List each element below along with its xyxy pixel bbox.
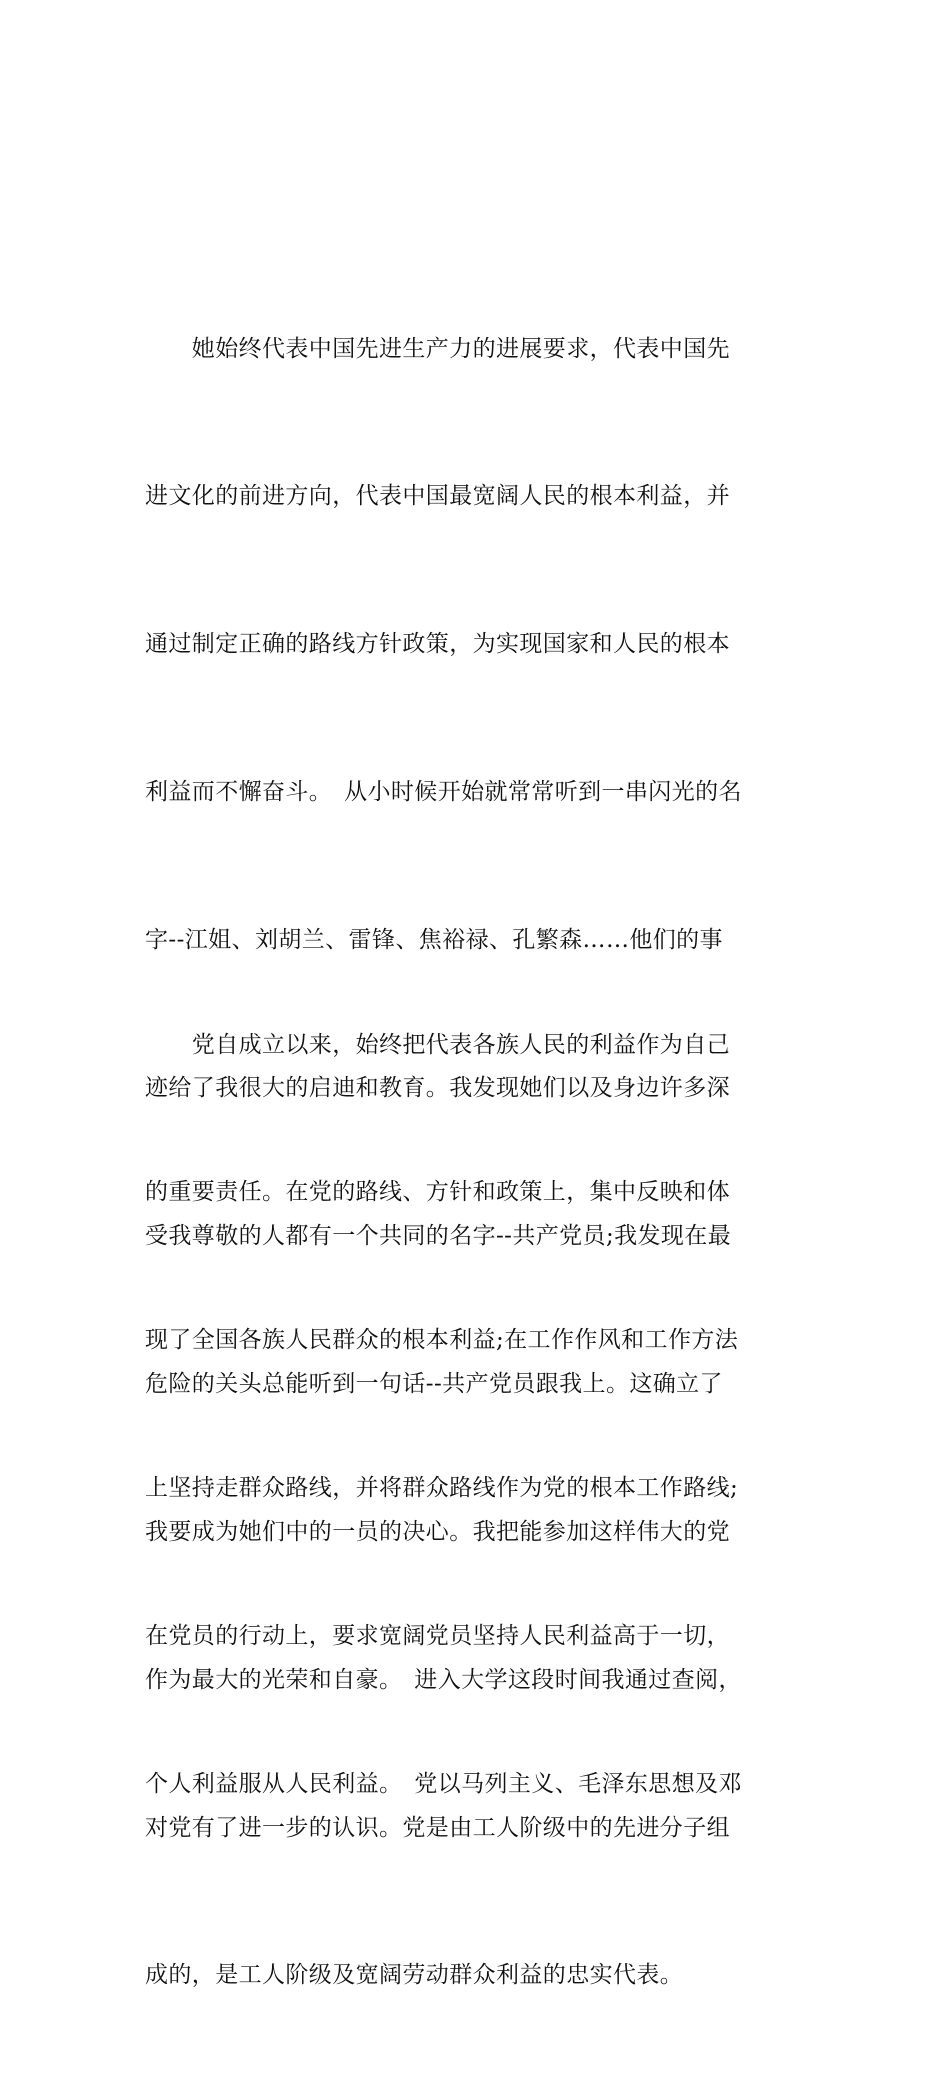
- paragraph-2: [145, 922, 825, 1908]
- paragraph-line: 对党有了进一步的认识。党是由工人阶级中的先进分子组: [145, 1814, 730, 1841]
- paragraph-line: 迹给了我很大的启迪和教育。我发现她们以及身边许多深: [145, 1075, 730, 1102]
- paragraph-line: 成的，是工人阶级及宽阔劳动群众利益的忠实代表。: [145, 1962, 684, 1989]
- paragraph-line: 我要成为她们中的一员的决心。我把能参加这样伟大的党: [145, 1518, 730, 1545]
- paragraph-line: 她始终代表中国先进生产力的进展要求，代表中国先: [145, 335, 730, 362]
- paragraph-line: 作为最大的光荣和自豪。 进入大学这段时间我通过查阅，: [145, 1666, 742, 1693]
- paragraph-line: 受我尊敬的人都有一个共同的名字--共产党员;我发现在最: [145, 1222, 732, 1249]
- paragraph-line: 通过制定正确的路线方针政策，为实现国家和人民的根本: [145, 631, 730, 658]
- paragraph-line: 的重要责任。在党的路线、方针和政策上，集中反映和体: [145, 1179, 730, 1206]
- paragraph-line: 现了全国各族人民群众的根本利益;在工作作风和工作方法: [145, 1327, 739, 1354]
- paragraph-line: 利益而不懈奋斗。 从小时候开始就常常听到一串闪光的名: [145, 779, 742, 806]
- paragraph-line: 个人利益服从人民利益。 党以马列主义、毛泽东思想及邓: [145, 1771, 742, 1798]
- paragraph-line: 党自成立以来，始终把代表各族人民的利益作为自己: [145, 1031, 730, 1058]
- paragraph-line: 危险的关头总能听到一句话--共产党员跟我上。这确立了: [145, 1370, 723, 1397]
- paragraph-line: 进文化的前进方向，代表中国最宽阔人民的根本利益，并: [145, 483, 730, 510]
- paragraph-line: 字--江姐、刘胡兰、雷锋、焦裕禄、孔繁森……他们的事: [145, 927, 723, 954]
- paragraph-line: 上坚持走群众路线，并将群众路线作为党的根本工作路线;: [145, 1475, 739, 1502]
- paragraph-line: 在党员的行动上，要求宽阔党员坚持人民利益高于一切，: [145, 1623, 730, 1650]
